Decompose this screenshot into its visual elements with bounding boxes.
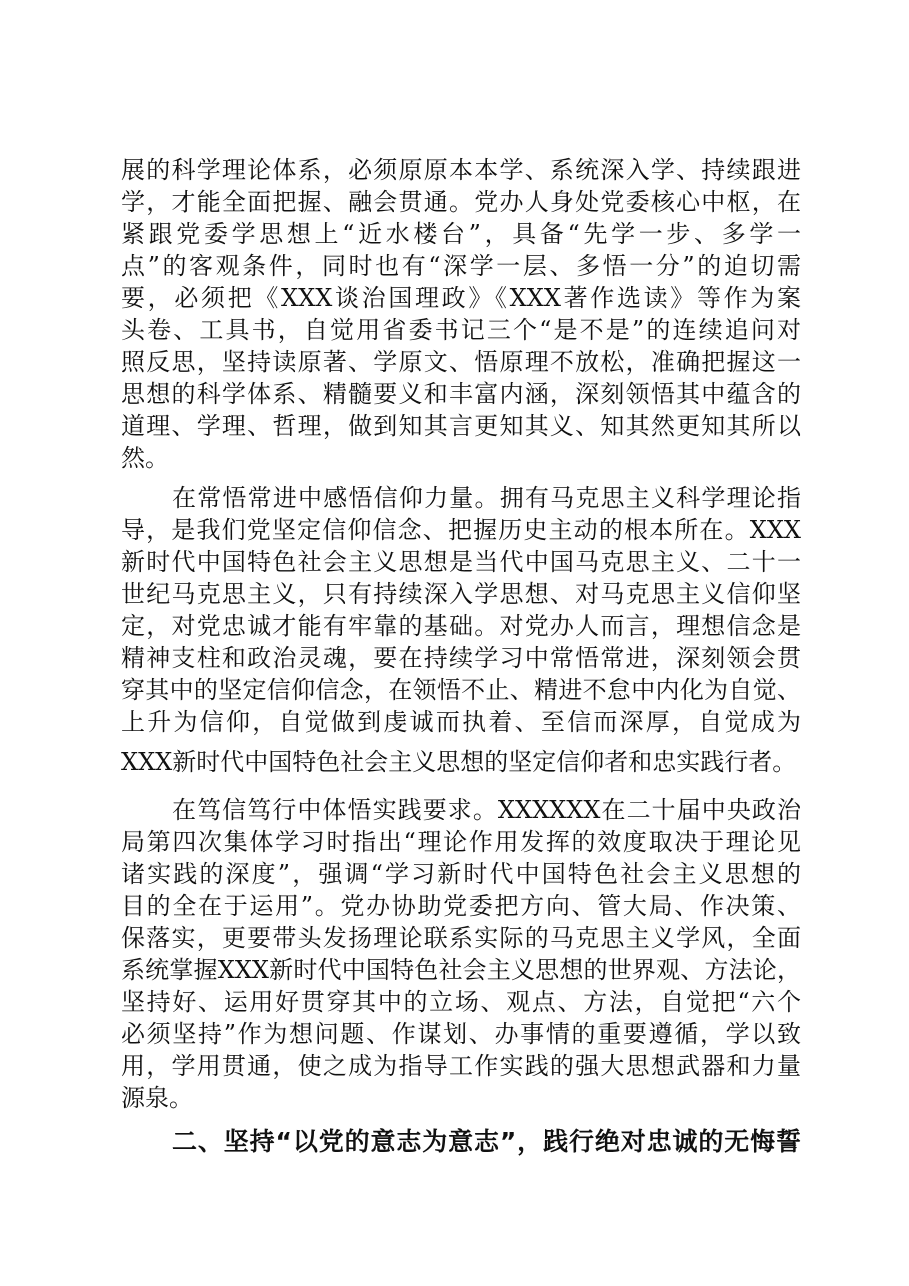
paragraph-line: 诸实践的深度”，强调“学习新时代中国特色社会主义思想的 [121,860,801,888]
paragraph-line: 导，是我们党坚定信仰信念、把握历史主动的根本所在。XXX [121,516,801,544]
paragraph-line: 精神支柱和政治灵魂，要在持续学习中常悟常进，深刻领会贯 [121,644,801,672]
paragraph-line: 展的科学理论体系，必须原原本本学、系统深入学、持续跟进 [121,156,801,184]
paragraph-line: 坚持好、运用好贯穿其中的立场、观点、方法，自觉把“六个 [121,988,801,1016]
paragraph-line: 穿其中的坚定信仰信念，在领悟不止、精进不怠中内化为自觉、 [121,676,801,704]
paragraph-line: 在笃信笃行中体悟实践要求。XXXXXX在二十届中央政治 [172,796,801,824]
paragraph-line: 保落实，更要带头发扬理论联系实际的马克思主义学风，全面 [121,924,801,952]
paragraph-line: 定，对党忠诚才能有牢靠的基础。对党办人而言，理想信念是 [121,612,801,640]
paragraph-line: 目的全在于运用”。党办协助党委把方向、管大局、作决策、 [121,892,801,920]
paragraph-line: XXX新时代中国特色社会主义思想的坚定信仰者和忠实践行者。 [121,748,797,776]
paragraph-line: 点”的客观条件，同时也有“深学一层、多悟一分”的迫切需 [121,252,801,280]
paragraph-line: 学，才能全面把握、融会贯通。党办人身处党委核心中枢，在 [121,188,801,216]
paragraph-line: 用，学用贯通，使之成为指导工作实践的强大思想武器和力量 [121,1052,801,1080]
paragraph-line: 世纪马克思主义，只有持续深入学思想、对马克思主义信仰坚 [121,580,801,608]
paragraph-line: 紧跟党委学思想上“近水楼台”，具备“先学一步、多学一 [121,220,801,248]
paragraph-line: 思想的科学体系、精髓要义和丰富内涵，深刻领悟其中蕴含的 [121,380,801,408]
paragraph-line: 要，必须把《XXX谈治国理政》《XXX著作选读》等作为案 [121,284,801,312]
paragraph-line: 新时代中国特色社会主义思想是当代中国马克思主义、二十一 [121,548,801,576]
paragraph-line: 然。 [121,444,169,472]
paragraph-line: 系统掌握XXX新时代中国特色社会主义思想的世界观、方法论， [121,956,801,984]
paragraph-line: 上升为信仰，自觉做到虔诚而执着、至信而深厚，自觉成为 [121,708,801,736]
paragraph-line: 在常悟常进中感悟信仰力量。拥有马克思主义科学理论指 [172,484,801,512]
paragraph-line: 道理、学理、哲理，做到知其言更知其义、知其然更知其所以 [121,412,801,440]
paragraph-line: 照反思，坚持读原著、学原文、悟原理不放松，准确把握这一 [121,348,801,376]
paragraph-line: 局第四次集体学习时指出“理论作用发挥的效度取决于理论见 [121,828,801,856]
paragraph-line: 头卷、工具书，自觉用省委书记三个“是不是”的连续追问对 [121,316,801,344]
paragraph-line: 源泉。 [121,1084,193,1112]
section-heading: 二、坚持“以党的意志为意志”，践行绝对忠诚的无悔誓 [172,1127,801,1156]
paragraph-line: 必须坚持”作为想问题、作谋划、办事情的重要遵循，学以致 [121,1020,801,1048]
